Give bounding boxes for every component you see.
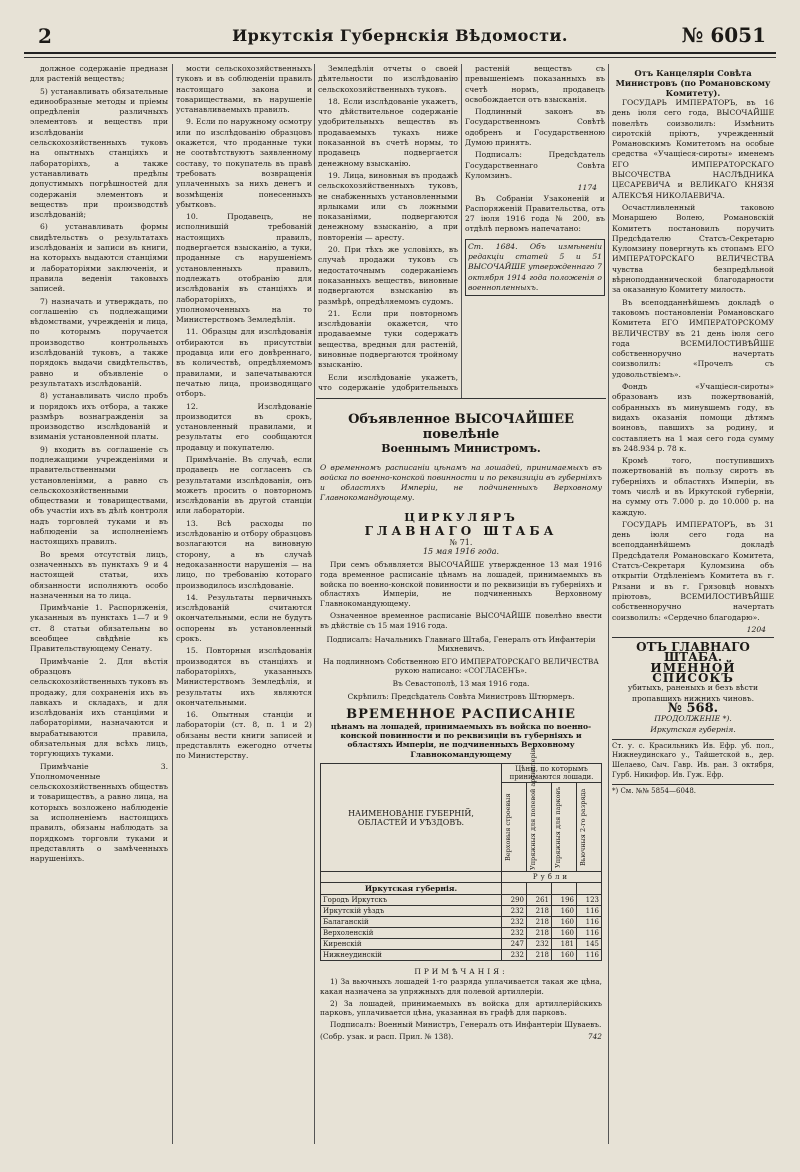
table-header: Упряжныя для полевой артиллеріи	[527, 783, 552, 872]
paragraph: Примѣчаніе 2. Для вѣстія образцовъ сельскохозяйственныхъ туковъ въ продажу, для сохраненія ихъ въ лавкахъ и складахъ, и для изслѣдованія ихъ станціями и лабораторіями, назначаются и вырабатываются правила, обязательныя для всѣхъ лицъ, торгующихъ туками.	[30, 656, 168, 759]
reference-number: 1174	[577, 183, 597, 193]
list-subtitle: убитыхъ, раненыхъ и безъ вѣсти пропавшихъ нижнихъ чиновъ.	[627, 683, 759, 703]
table-row: Балаганскій 232 218 160 116	[321, 917, 602, 928]
list-number: № 568.	[667, 700, 719, 716]
list-continuation: ПРОДОЛЖЕНІЕ *).	[654, 714, 732, 724]
casualty-list: Ст. у. с. Красильникъ Ив. Ефр. уб. пол., Нижнеудинскаго у., Тайшетской в., дер. Шелаево, Сыч. Гавр. Ив. ран. 3 октября, Гурб. Никифор. Ив. Гуж. Ефр.	[612, 739, 774, 780]
paragraph: Осчастливленный таковою Монаршею Волею, Романовскій Комитетъ постановилъ поручить Предсѣдателю Статсъ-Секретарю Куломзину повергнуть къ стопамъ ЕГО ИМПЕРАТОРСКАГО ВЕЛИЧЕСТВА чувства безпредѣльной вѣрноподданнической благодарности за оказанную Комитету милость.	[612, 202, 774, 295]
schedule-title: ВРЕМЕННОЕ РАСПИСАНІЕ	[346, 706, 576, 722]
page-number: 2	[38, 24, 52, 48]
paragraph: 16. Опытныя станціи и лабораторіи (ст. 8, п. 1 и 2) обязаны вести книги записей и представлять ежегодно отчеты по Министерству.	[176, 710, 312, 761]
paragraph: 6) устанавливать формы свидѣтельствъ о результатахъ изслѣдованія и записи въ книги, на которыхъ выдаются станціями и лабораторіями заключенія, и правила веденія таковыхъ записей.	[30, 222, 168, 294]
imperial-order-section	[316, 400, 606, 1148]
schedule-subtitle: цѣнамъ на лошадей, принимаемыхъ въ войска по военно-конской повинности и по реквизиціи въ губерніяхъ и областяхъ Имперіи, не подчиненныхъ Верховному Главнокомандующему	[330, 721, 592, 759]
table-unit: Рубли	[502, 872, 602, 883]
table-header-group: Цѣны, по которымъ принимаются лошади.	[502, 764, 602, 783]
column-rule	[461, 64, 462, 398]
note: 2) За лошадей, принимаемыхъ въ войска для артиллерійскихъ парковъ, уплачивается цѣна, указанная въ графѣ для парковъ.	[320, 998, 602, 1018]
table-row: Иркутскій уѣздъ 232 218 160 116	[321, 906, 602, 917]
reference-number: 1204	[746, 624, 766, 634]
paragraph: Примѣчаніе 3. Уполномоченные сельскохозяйственныхъ обществъ и товариществъ, а равно лица, на которыхъ возложено наблюденіе за исполненіемъ настоящихъ правилъ, обязаны наблюдать за порядкомъ торговли туками и представлять о замѣченныхъ нарушеніяхъ.	[30, 761, 168, 864]
table-header: Упряжныя для парковъ	[552, 783, 577, 872]
paragraph: При семъ объявляется ВЫСОЧАЙШЕ утвержденное 13 мая 1916 года временное расписаніе цѣнамъ на лошадей, принимаемыхъ въ войска по военно-конской повинности и по реквизиціи въ губерніяхъ и областяхъ Имперіи, не подчиненныхъ Верховному Главнокомандующему.	[320, 560, 602, 609]
paragraph: 5) устанавливать обязательные единообразные методы и пріемы опредѣленія различныхъ элементовъ и веществъ при изслѣдованіи сельскохозяйственныхъ туковъ на опытныхъ станціяхъ и лабораторіяхъ, а также устанавливать предѣлы допустимыхъ погрѣшностей для содержанія элементовъ и веществъ при производствѣ изслѣдованій;	[30, 86, 168, 220]
list-province: Иркутская губернія.	[650, 724, 736, 734]
paragraph: ГОСУДАРЬ ИМПЕРАТОРЪ, въ 16 день іюля сего года, ВЫСОЧАЙШЕ повелѣть соизволилъ: Измѣнить сиротскій пріютъ, учрежденный Романовскимъ Комитетомъ на особые средства «Учащіеся-сироты» именемъ ЕГО ИМПЕРАТОРСКАГО ВЫСОЧЕСТВА НАСЛѢДНИКА ЦЕСАРЕВИЧА и ВЕЛИКАГО КНЯЗЯ АЛЕКСѢЯ НИКОЛАЕВИЧА.	[612, 98, 774, 200]
paragraph: 15. Повторныя изслѣдованія производятся въ станціяхъ и лабораторіяхъ, указанныхъ Министерствомъ Земледѣлія, и результаты ихъ являются окончательными.	[176, 646, 312, 707]
column-rule	[314, 64, 315, 1144]
table-row: Городъ Иркутскъ 290 261 196 123	[321, 895, 602, 906]
list-title: ИМЕННОЙ СПИСОКЪ	[650, 660, 736, 686]
section-heading: ОТЪ ГЛАВНАГО ШТАБА.	[636, 640, 750, 665]
newspaper-title: Иркутскія Губернскія Вѣдомости.	[232, 26, 568, 45]
paragraph: 9. Если по наружному осмотру или по изслѣдованію образцовъ окажется, что проданные туки не соотвѣтствуютъ заявленному составу, то покупатель въ правѣ требовать возвращенія уплаченныхъ за нихъ денегъ и возмѣщенія понесенныхъ убытковъ.	[176, 117, 312, 209]
column-2	[176, 64, 312, 1144]
table-cell	[321, 872, 502, 883]
circular-body	[320, 560, 602, 631]
paragraph: 19. Лица, виновныя въ продажѣ сельскохозяйственныхъ туковъ, не снабженныхъ установленными ярлыками или съ ложными показаніями, подвергаются денежному взысканію, а при повтореніи — аресту.	[318, 170, 458, 242]
signature: Подписалъ: Предсѣдатель Государственнаго Совѣта Куломзинъ.	[465, 150, 605, 180]
table-row: Верхоленскій 232 218 160 116	[321, 928, 602, 939]
page-header	[24, 18, 776, 54]
paragraph: Если изслѣдованіе укажетъ, что содержаніе удобрительныхъ	[318, 372, 458, 392]
column-3	[318, 64, 458, 394]
column-1	[30, 64, 168, 1144]
paragraph: Земледѣлія отчеты о своей дѣятельности по изслѣдованію сельскохозяйственныхъ туковъ.	[318, 64, 458, 94]
column-4	[465, 64, 605, 398]
column-rule	[608, 64, 609, 1144]
place-date: Въ Севастополѣ, 13 мая 1916 года.	[392, 678, 530, 688]
order-title: Объявленное ВЫСОЧАЙШЕЕ повелѣніе	[348, 412, 574, 442]
reference-number: 742	[587, 1031, 602, 1041]
circular-number: № 71.	[449, 538, 473, 547]
paragraph: 13. Всѣ расходы по изслѣдованію и отбору образцовъ возлагаются на виновную сторону, а въ случаѣ недоказанности нарушенія — на лицо, по требованію котораго производилось изслѣдованіе.	[176, 518, 312, 590]
paragraph: ГОСУДАРЬ ИМПЕРАТОРЪ, въ 31 день іюля сего года на всеподданнѣйшемъ докладѣ Предсѣдателя Романовскаго Комитета, Статсъ-Секретаря Куломзина объ открытіи Отдѣленіемъ Комитета въ г. Рязани и въ г. Грязовцѣ новыхъ пріютовъ, ВСЕМИЛОСТИВѢЙШЕ собственноручно начертать соизволилъ: «Сердечно благодарю».	[612, 519, 774, 622]
paragraph: 14. Результаты первичныхъ изслѣдованій считаются окончательными, если не будутъ оспорены въ установленный срокъ.	[176, 592, 312, 644]
table-header: Вьючныя 2-го разряда	[577, 783, 602, 872]
imperial-note: На подлинномъ Собственною ЕГО ИМПЕРАТОРСКАГО ВЕЛИЧЕСТВА рукою написано: «СОГЛАСЕНЪ».	[323, 656, 599, 675]
paragraph: 7) назначать и утверждать, по соглашенію съ подлежащими вѣдомствами, учрежденія и лица, по которымъ поручается производство контрольныхъ изслѣдованій туковъ, а также порядокъ выдачи свидѣтельствъ, равно и объявленіе о результатахъ изслѣдованій.	[30, 296, 168, 388]
law-reference: Въ Собраніи Узаконеній и Распоряженій Правительства, отъ 27 іюля 1916 года № 200, въ отдѣлѣ первомъ напечатано:	[465, 193, 605, 234]
order-subtitle: Военнымъ Министромъ.	[381, 442, 541, 455]
paragraph: 21. Если при повторномъ изслѣдованіи окажется, что продаваемые туки содержатъ вещества, вредныя для растеній, виновные подвергаются тройному взысканію.	[318, 308, 458, 370]
price-table	[320, 748, 602, 961]
paragraph: Подлинный законъ въ Государственномъ Совѣтѣ одобренъ и Государственною Думою принятъ.	[465, 107, 605, 148]
paragraph: 11. Образцы для изслѣдованія отбираются въ присутствіи продавца или его довѣреннаго, въ количествѣ, опредѣляемомъ правилами, и запечатываются печатью лица, производящаго отборъ.	[176, 327, 312, 399]
header-rule	[24, 57, 776, 58]
table-header: Верховыя строевыя	[502, 783, 527, 872]
table-province: Иркутская губернія.	[321, 883, 502, 895]
table-row: Киренскій 247 232 181 145	[321, 939, 602, 950]
column-rule	[172, 64, 173, 1144]
paragraph: 12. Изслѣдованіе производится въ срокъ, установленный правилами, и результаты его сообщаются продавцу и покупателю.	[176, 401, 312, 452]
paragraph: Во время отсутствія лицъ, означенныхъ въ пунктахъ 9 и 4 настоящей статьи, ихъ обязанности исполняютъ особо назначенныя на то лица.	[30, 549, 168, 600]
paragraph: мости сельскохозяйственныхъ туковъ и въ соблюденіи правилъ настоящаго закона и товариществами, въ нарушеніе устанавливаемыхъ правилъ.	[176, 64, 312, 115]
source-reference: (Собр. узак. и расп. Прил. № 138).	[320, 1031, 454, 1041]
footnote: *) См. №№ 5854—6048.	[612, 784, 774, 797]
table-header-name: НАИМЕНОВАНІЕ ГУБЕРНІЙ, ОБЛАСТЕЙ И УѢЗДОВЪ.	[321, 764, 502, 872]
table-notes	[320, 967, 602, 1042]
section-rule	[316, 398, 606, 399]
table-row: Нижнеудинскій 232 218 160 116	[321, 950, 602, 961]
paragraph: 18. Если изслѣдованіе укажетъ, что дѣйствительное содержаніе удобрительныхъ веществъ въ продаваемыхъ тукахъ ниже показанной въ счетѣ нормы, то продавецъ подвергается денежному взысканію.	[318, 96, 458, 168]
order-lead: О временномъ расписаніи цѣнамъ на лошадей, принимаемыхъ въ войска по военно-конской повинности и по реквизиціи въ губерніяхъ и областяхъ Имперіи, не подчиненныхъ Верховному Главнокомандующему.	[320, 463, 602, 502]
paragraph: Кромѣ того, поступившихъ пожертвованій въ пользу сиротъ въ губерніяхъ и областяхъ Имперіи, въ томъ числѣ и въ Иркутской губерніи, на сумму отъ 7.000 р. до 10.000 р. на каждую.	[612, 456, 774, 517]
paragraph: Фондъ «Учащіеся-сироты» образованъ изъ пожертвованій, собранныхъ въ минувшемъ году, въ видахъ оказанія помощи дѣтямъ воиновъ, павшихъ за родину, и составляетъ на 1 мая сего года сумму въ 248.934 р. 78 к.	[612, 382, 774, 453]
paragraph: 10. Продавецъ, не исполнившій требованій настоящихъ правилъ, подвергается взысканію, а туки, проданные съ нарушеніемъ установленныхъ правилъ, подлежатъ отобранію для изслѣдованія въ станціяхъ и лабораторіяхъ, уполномоченныхъ на то Министерствомъ Земледѣлія.	[176, 212, 312, 325]
circular-date: 15 мая 1916 года.	[422, 547, 500, 556]
signature: Подписалъ: Начальникъ Главнаго Штаба, Генералъ отъ Инфантеріи Михневичъ.	[326, 634, 596, 653]
paragraph: Означенное временное расписаніе ВЫСОЧАЙШЕ повелѣно ввести въ дѣйствіе съ 15 мая 1916 года.	[320, 610, 602, 630]
paragraph: должное содержаніе предназн для растеній веществъ;	[30, 64, 168, 84]
signature: Скрѣпилъ: Предсѣдатель Совѣта Министровъ Штюрмеръ.	[347, 691, 575, 701]
circular-issuer: ГЛАВНАГО ШТАБА	[364, 524, 558, 538]
circular-title: ЦИРКУЛЯРЪ	[404, 511, 518, 524]
note: 1) За вьючныхъ лошадей 1-го разряда уплачивается такая же цѣна, какая назначена за упряжныхъ для полевой артиллеріи.	[320, 977, 602, 996]
signature: Подписалъ: Военный Министръ, Генералъ отъ Инфантеріи Шуваевъ.	[330, 1020, 602, 1030]
paragraph: 20. При тѣхъ же условіяхъ, въ случаѣ продажи туковъ съ недостаточнымъ содержаніемъ показанныхъ веществъ, виновные подвергаются взысканію въ размѣрѣ, опредѣляемомъ судомъ.	[318, 245, 458, 306]
column-5	[612, 64, 774, 1144]
section-heading: Отъ Канцеляріи Совѣта Министровъ (по Романовскому Комитету).	[615, 68, 771, 98]
paragraph: Примѣчаніе. Въ случаѣ, если продавецъ не согласенъ съ результатами изслѣдованія, онъ можетъ просить о повторномъ изслѣдованіи въ другой станціи или лабораторіи.	[176, 454, 312, 516]
paragraph: 8) устанавливать число пробъ и порядокъ ихъ отбора, а также размѣръ вознагражденія за производство изслѣдованій и взиманія установленной платы.	[30, 391, 168, 442]
notes-title: ПРИМѢЧАНІЯ:	[414, 967, 508, 977]
issue-number: № 6051	[681, 23, 766, 47]
paragraph: Въ всеподданнѣйшемъ докладѣ о таковомъ постановленіи Романовскаго Комитета ЕГО ИМПЕРАТОРСКОМУ ВЕЛИЧЕСТВУ въ 21 день іюля сего года ВСЕМИЛОСТИВѢЙШЕ собственноручно начертать соизволилъ: «Прочелъ съ удовольствіемъ».	[612, 297, 774, 379]
paragraph: 9) входить въ соглашеніе съ подлежащими учрежденіями и правительственными установленіями, а равно съ сельскохозяйственными обществами и товариществами, объ участіи ихъ въ дѣлѣ контроля надъ торговлей туками и въ наблюденіи за исполненіемъ настоящихъ правилъ.	[30, 444, 168, 547]
paragraph: растеній веществъ съ превышеніемъ показанныхъ въ счетѣ нормъ, продавецъ освобождается отъ взысканія.	[465, 64, 605, 104]
paragraph: Примѣчаніе 1. Распоряженія, указанныя въ пунктахъ 1—7 и 9 ст. 8 статьи обязательны во всеобщее свѣдѣніе къ Правительствующему Сенату.	[30, 603, 168, 654]
law-article-box: Ст. 1684. Объ измѣненіи редакціи статей 5 и 51 ВЫСОЧАЙШЕ утвержденнаго 7 октября 1914 года положенія о военнопленныхъ.	[465, 239, 605, 296]
